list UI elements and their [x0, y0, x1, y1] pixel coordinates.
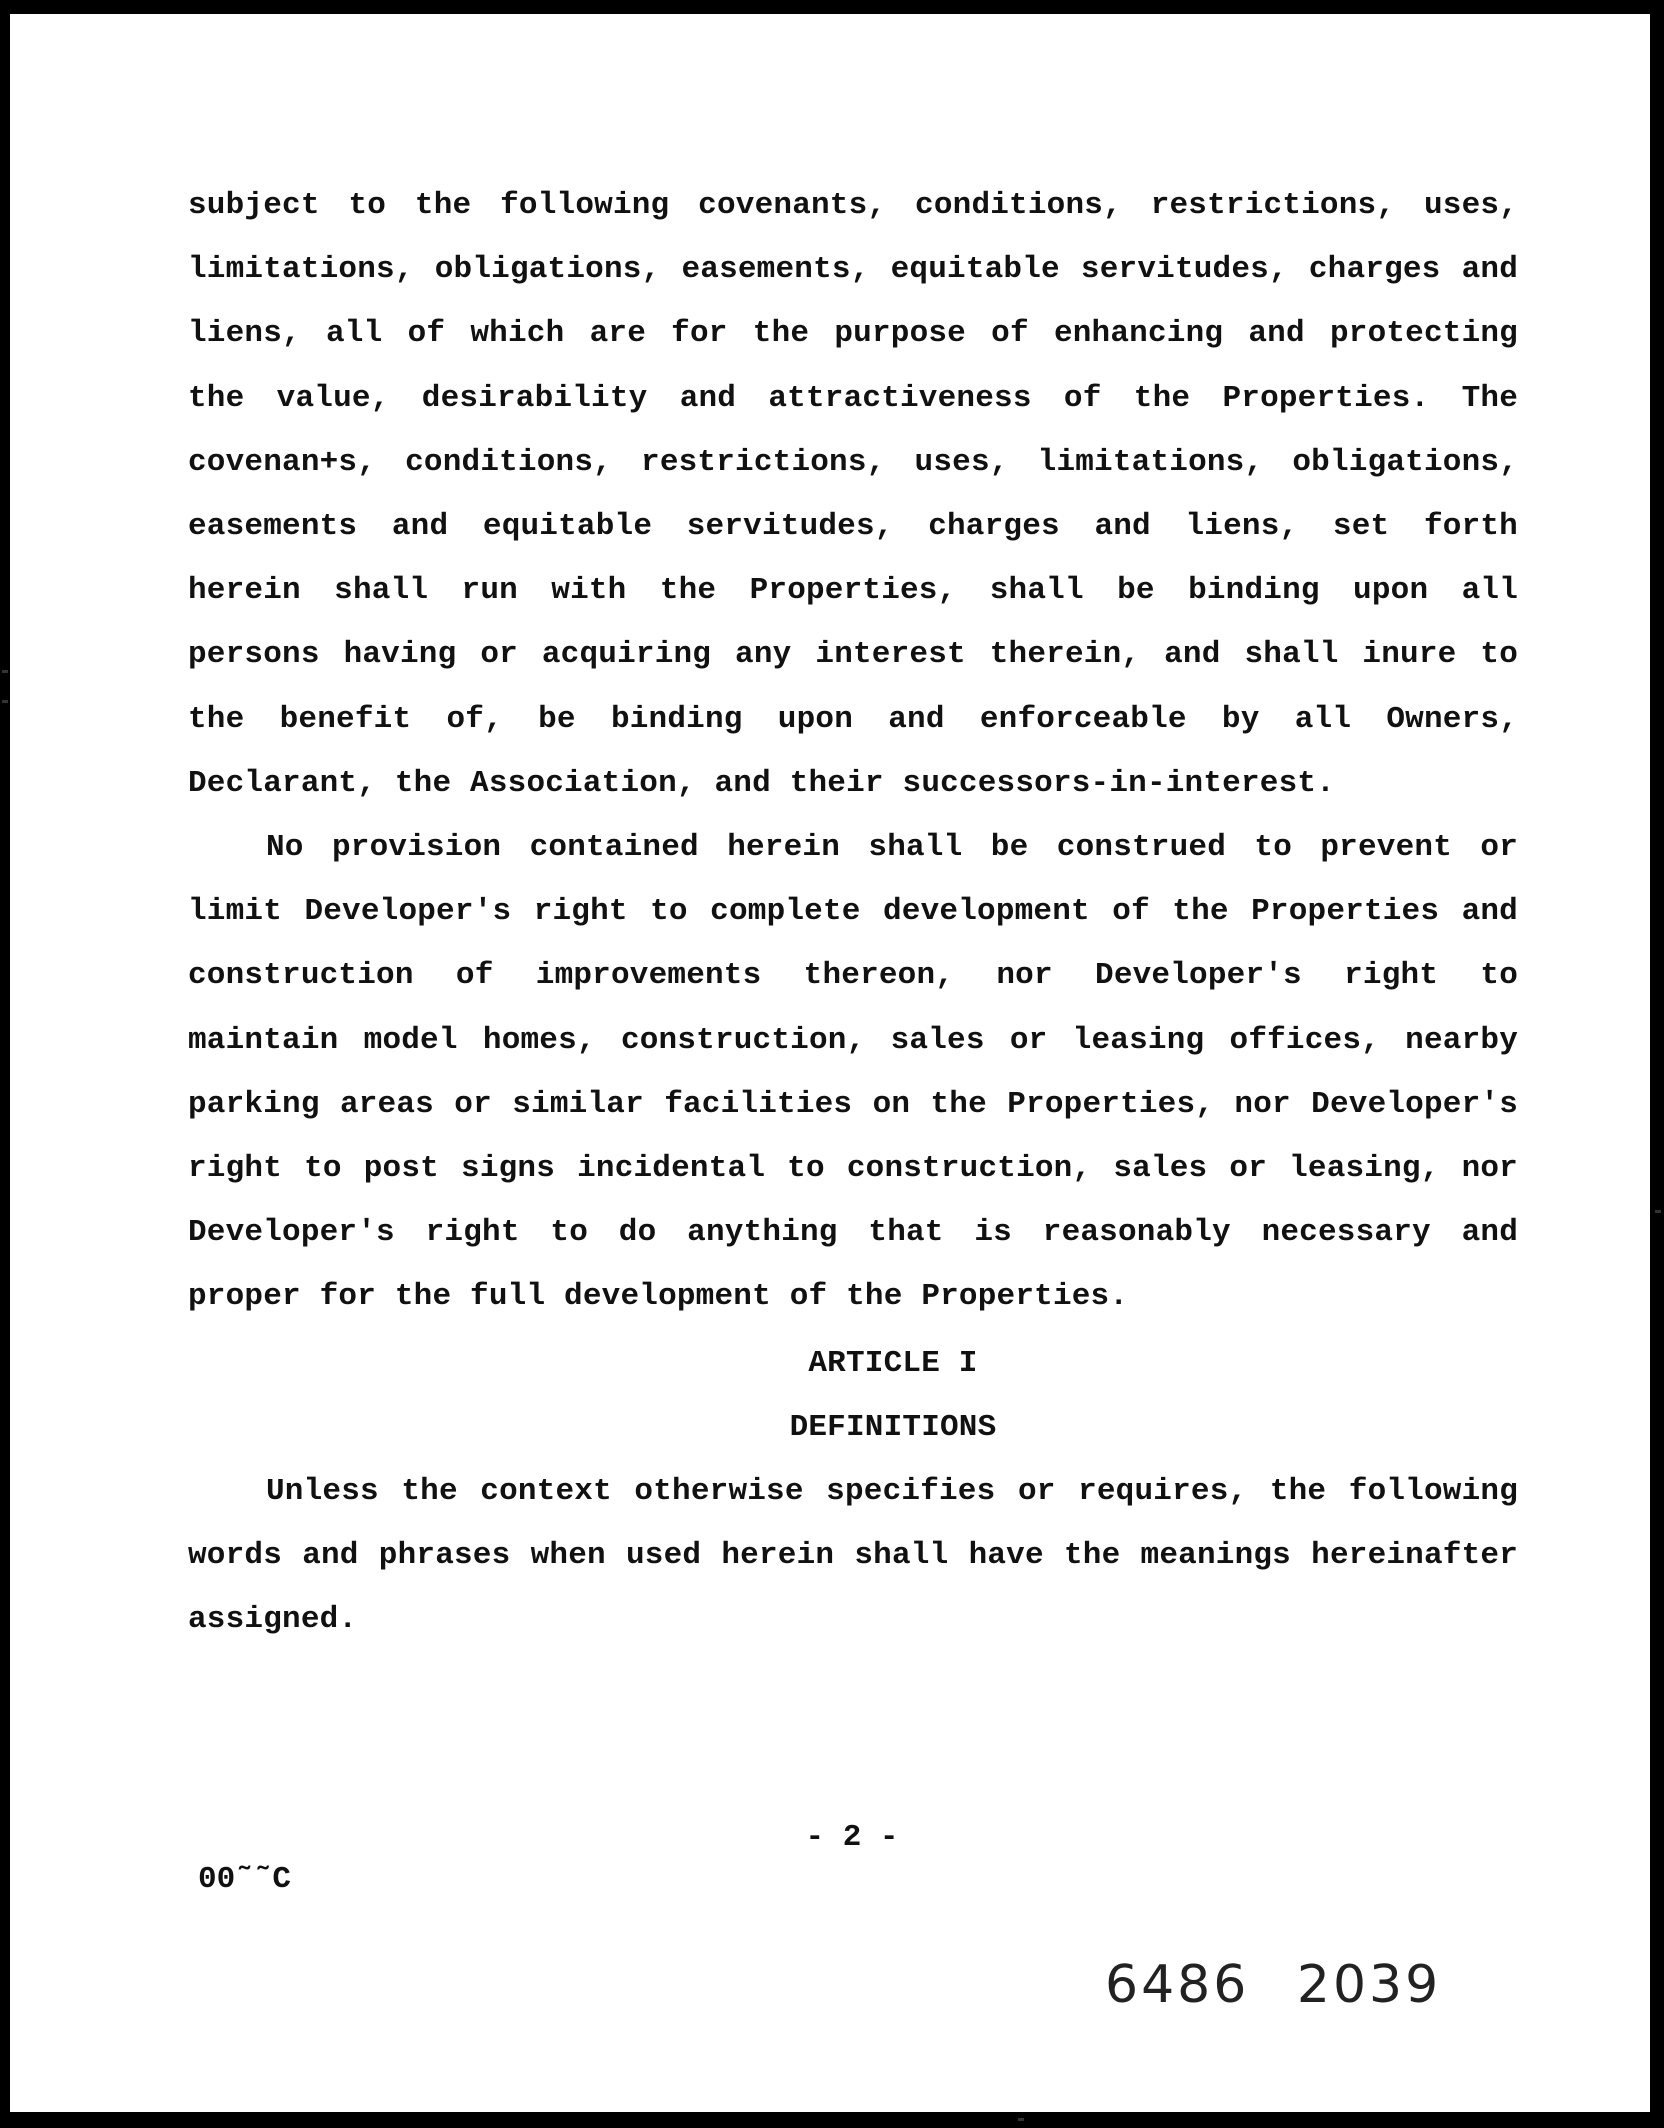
scan-speck	[2, 700, 8, 703]
document-body	[188, 174, 1518, 1653]
article-title: DEFINITIONS	[789, 1409, 997, 1445]
article-heading: ARTICLE I	[808, 1345, 978, 1381]
scan-speck	[2, 670, 8, 673]
scan-speck	[1655, 1210, 1661, 1213]
document-code: 00˜˜C	[198, 1862, 292, 1897]
paragraph-covenants: subject to the following covenants, conditions, restrictions, uses, limitations, obligations, easements, equitable servitudes, charges and liens, all of which are for the purpose of enhancing and protecting the value, desirability and attractiveness of the Properties. The covenan+s, conditions, restrictions, uses, limitations, obligations, easements and equitable servitudes, charges and liens, set forth herein shall run with the Properties, shall be binding upon all persons having or acquiring any interest therein, and shall inure to the benefit of, be binding upon and enforceable by all Owners, Declarant, the Association, and their successors-in-interest.	[188, 188, 1518, 801]
bates-stamp: 6486 2039	[1105, 1955, 1442, 2015]
page-number: - 2 -	[805, 1820, 899, 1855]
paragraph-definitions-intro: Unless the context otherwise specifies or requires, the following words and phrases when used herein shall have the meanings hereinafter assigned.	[188, 1474, 1518, 1638]
paragraph-developer-rights: No provision contained herein shall be construed to prevent or limit Developer's right to complete development of the Properties and construction of improvements thereon, nor Developer's right to maintain model homes, construction, sales or leasing offices, nearby parking areas or similar facilities on the Properties, nor Developer's right to post signs incidental to construction, sales or leasing, nor Developer's right to do anything that is reasonably necessary and proper for the full development of the Properties.	[188, 830, 1518, 1315]
scan-speck	[1018, 2118, 1024, 2121]
